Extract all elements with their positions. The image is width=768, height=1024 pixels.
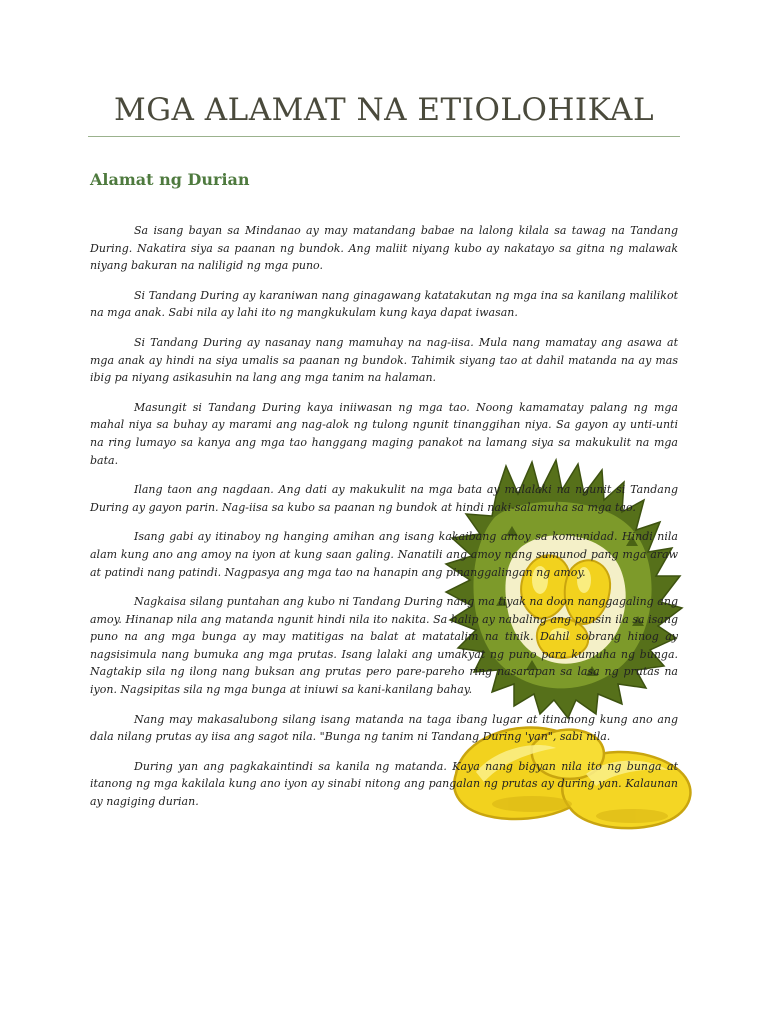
paragraph: Si Tandang During ay nasanay nang mamuhay na nag-iisa. Mula nang mamatay ang asawa at mga anak ay hindi na siya umalis sa paanan ng bundok. Tahimik siyang tao at dahil matanda na ay mas ibig pa niyang asikasuhin na lang ang mga tanim na halaman. <box>90 335 678 385</box>
title-divider <box>88 136 680 137</box>
paragraph: Ilang taon ang nagdaan. Ang dati ay makukulit na mga bata ay malalaki na ngunit si Tandang During ay gayon parin. Nag-iisa sa kubo sa paanan ng bundok at hindi naki-salamuha sa mga tao. <box>90 483 678 514</box>
paragraph: Nagkaisa silang puntahan ang kubo ni Tandang During nang ma tiyak na doon nanggagaling ang amoy. Hinanap nila ang matanda ngunit hindi nila ito nakita. Sa halip ay nabaling ang pansin ila sa isang puno na ang mga bunga ay may matitigas na balat at matatalim na tinik. Dahil sobrang hinog ay nagsisimula nang bumuka ang mga prutas. Isang lalaki ang umakyat ng puno para kumuha ng bunga. Nagtakip sila ng ilong nang buksan ang prutas pero pare-pareho ring nasarapan sa lasa ng prutas na iyon. Nagsipitas sila ng mga bunga at iniuwi sa kani-kanilang bahay. <box>90 595 678 697</box>
paragraph: Nang may makasalubong silang isang matanda na taga ibang lugar at itinanong kung ano ang dala nilang prutas ay iisa ang sagot nila. "Bunga ng tanim ni Tandang During 'yan", sabi nila. <box>90 712 678 744</box>
paragraph: Si Tandang During ay karaniwan nang ginagawang katatakutan ng mga ina sa kanilang malilikot na mga anak. Sabi nila ay lahi ito ng mangkukulam kung kaya dapat iwasan. <box>90 288 678 320</box>
story-body <box>90 222 678 823</box>
page-title: MGA ALAMAT NA ETIOLOHIKAL <box>113 92 655 128</box>
paragraph: Masungit si Tandang During kaya iniiwasan ng mga tao. Noong kamamatay palang ng mga mahal niya sa buhay ay marami ang nag-alok ng tulong ngunit tinanggihan niya. Sa gayon ay unti-unti na ring lumayo sa kanya ang mga tao hanggang maging panakot na lamang siya sa makukulit na mga bata. <box>90 400 678 467</box>
paragraph: Isang gabi ay itinaboy ng hanging amihan ang isang kakaibang amoy sa komunidad. Hindi nila alam kung ano ang amoy na iyon at kung saan galing. Nanatili ang amoy nang sumunod pang mga araw at patindi nang patindi. Nagpasya ang mga tao na hanapin ang pinanggalingan ng amoy. <box>90 530 678 579</box>
paragraph: Sa isang bayan sa Mindanao ay may matandang babae na lalong kilala sa tawag na Tandang During. Nakatira siya sa paanan ng bundok. Ang maliit niyang kubo ay nakatayo sa gitna ng malawak niyang bakuran na naliligid ng mga puno. <box>90 224 678 273</box>
paragraph: During yan ang pagkakaintindi sa kanila ng matanda. Kaya nang bigyan nila ito ng bunga at itanong ng mga kakilala kung ano iyon ay sinabi nitong ang pangalan ng prutas ay during yan. Kalaunan ay nagiging durian. <box>90 759 678 809</box>
section-heading: Alamat ng Durian <box>90 170 250 189</box>
